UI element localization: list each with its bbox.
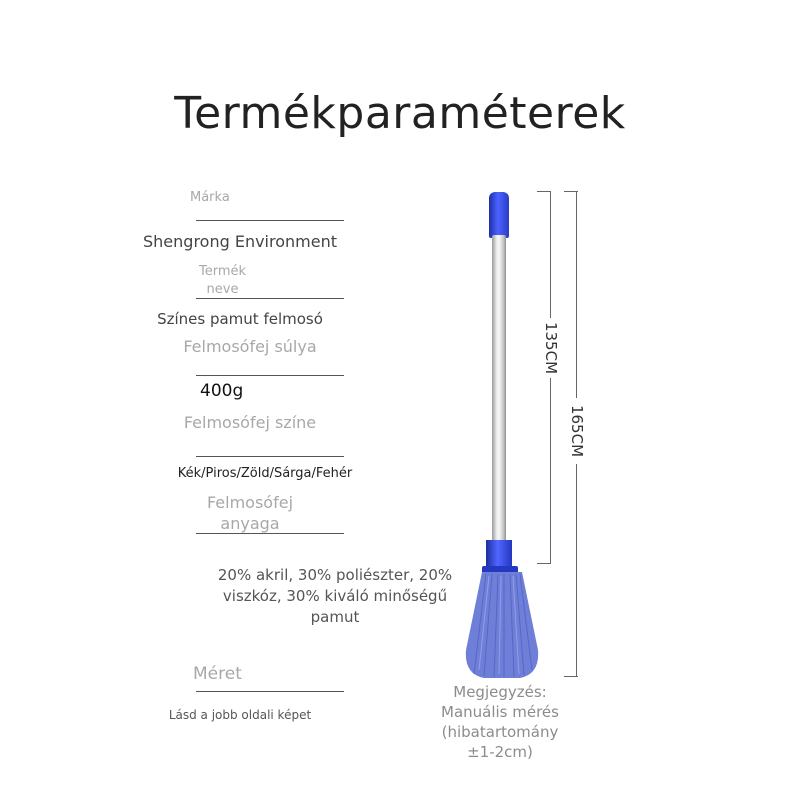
measure-165-top-tick xyxy=(564,191,578,192)
param-label-brand: Márka xyxy=(190,190,230,205)
param-value-product-name: Színes pamut felmosó xyxy=(157,310,323,328)
mop-handle xyxy=(492,235,506,545)
param-value-material: 20% akril, 30% poliészter, 20% viszkóz, 30% kiváló minőségű pamut xyxy=(217,566,453,626)
param-label-weight: Felmosófej súlya xyxy=(183,337,317,356)
divider-brand xyxy=(196,220,344,221)
divider-color xyxy=(196,456,344,457)
param-value-weight: 400g xyxy=(200,381,244,401)
param-value-size: Lásd a jobb oldali képet xyxy=(168,708,312,722)
param-value-brand: Shengrong Environment xyxy=(143,232,337,251)
param-label-size: Méret xyxy=(193,664,242,684)
param-label-color: Felmosófej színe xyxy=(183,413,317,432)
measure-135-label: 135CM xyxy=(542,321,560,375)
divider-material xyxy=(196,533,344,534)
divider-weight xyxy=(196,375,344,376)
param-value-color: Kék/Piros/Zöld/Sárga/Fehér xyxy=(177,466,353,481)
measure-135-top-tick xyxy=(537,191,551,192)
measure-165-label: 165CM xyxy=(568,404,586,458)
mop-handle-cap xyxy=(489,192,509,238)
page-title: Termékparaméterek xyxy=(174,88,626,139)
param-label-material: Felmosófej anyaga xyxy=(206,493,294,533)
mop-collar xyxy=(486,540,512,568)
divider-size xyxy=(196,691,344,692)
mop-head-image xyxy=(460,570,544,682)
measure-135-bottom-tick xyxy=(537,563,551,564)
divider-product-name xyxy=(196,298,344,299)
param-label-product-name: Termék neve xyxy=(198,264,247,297)
measurement-note: Megjegyzés: Manuális mérés (hibatartomány ±1-2cm) xyxy=(441,683,559,761)
measure-165-bottom-tick xyxy=(564,676,578,677)
